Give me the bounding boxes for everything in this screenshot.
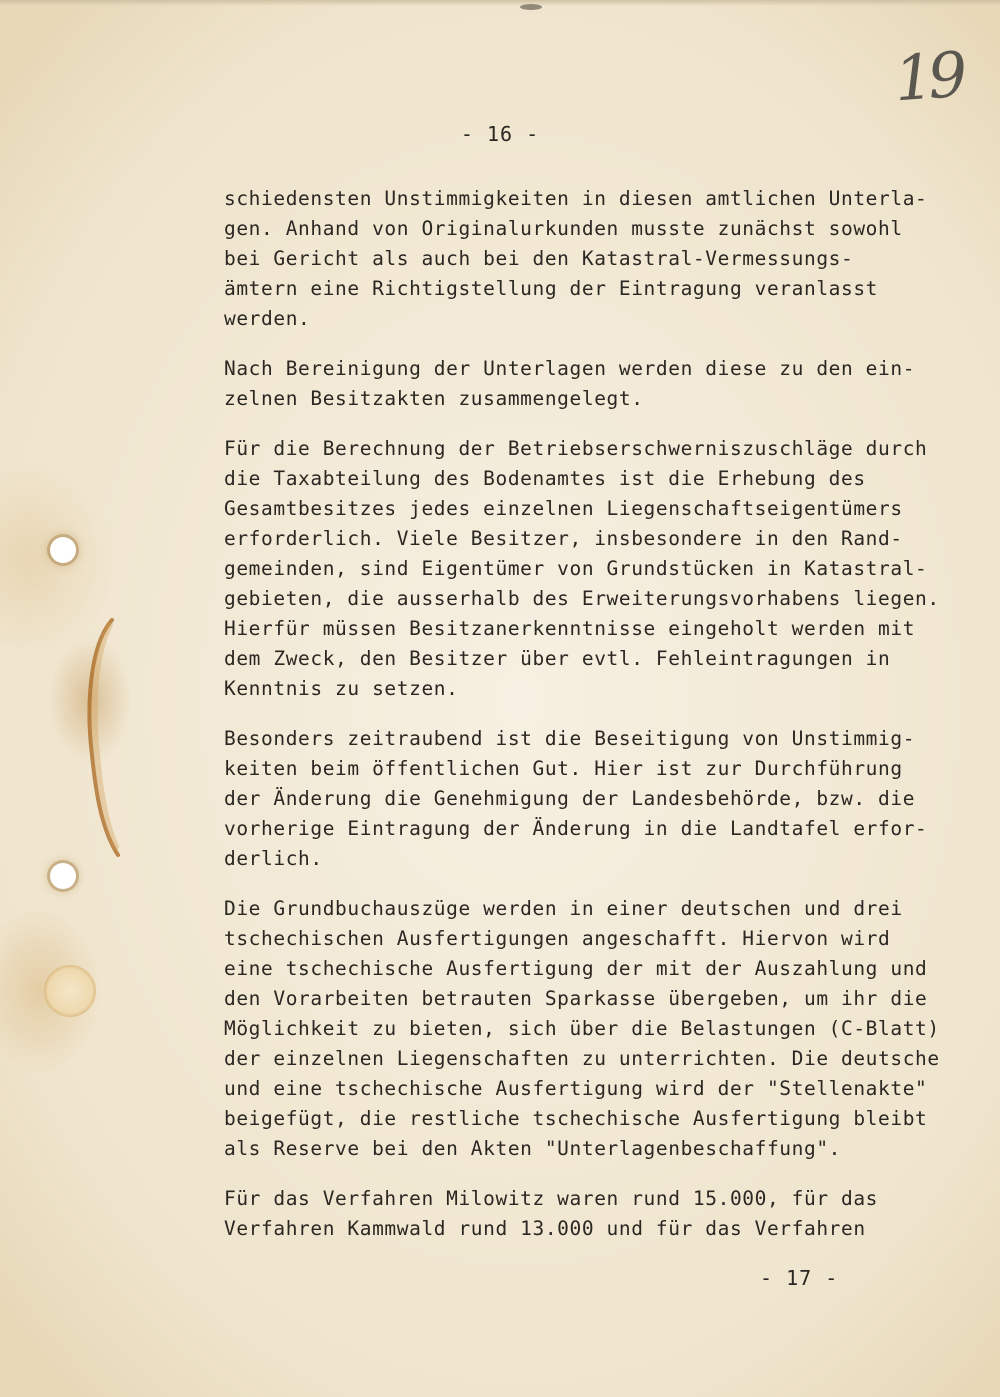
text-line: werden.: [224, 307, 311, 330]
paragraph: [224, 434, 954, 704]
punch-hole: [50, 863, 76, 889]
text-line: die Taxabteilung des Bodenamtes ist die Erhebung des: [224, 467, 866, 490]
text-line: Die Grundbuchauszüge werden in einer deutschen und drei: [224, 897, 903, 920]
text-line: erforderlich. Viele Besitzer, insbesondere in den Rand-: [224, 527, 903, 550]
text-line: gen. Anhand von Originalurkunden musste zunächst sowohl: [224, 217, 903, 240]
text-line: Gesamtbesitzes jedes einzelnen Liegenschaftseigentümers: [224, 497, 903, 520]
page-number: - 16 -: [460, 122, 540, 146]
text-line: ämtern eine Richtigstellung der Eintragung veranlasst: [224, 277, 879, 300]
text-line: keiten beim öffentlichen Gut. Hier ist zur Durchführung: [224, 757, 903, 780]
text-line: als Reserve bei den Akten "Unterlagenbeschaffung".: [224, 1137, 841, 1160]
text-line: Für die Berechnung der Betriebserschwerniszuschläge durch: [224, 437, 928, 460]
text-line: Kenntnis zu setzen.: [224, 677, 459, 700]
text-line: dem Zweck, den Besitzer über evtl. Fehleintragungen in: [224, 647, 891, 670]
text-line: eine tschechische Ausfertigung der mit der Auszahlung und: [224, 957, 928, 980]
text-line: Für das Verfahren Milowitz waren rund 15.000, für das: [224, 1187, 879, 1210]
punch-hole-stain: [44, 965, 96, 1017]
text-line: vorherige Eintragung der Änderung in die Landtafel erfor-: [224, 817, 928, 840]
paragraph: [224, 354, 954, 414]
paragraph: [224, 724, 954, 874]
paper-clip-mark: [520, 4, 542, 10]
text-line: den Vorarbeiten betrauten Sparkasse übergeben, um ihr die: [224, 987, 928, 1010]
text-line: Besonders zeitraubend ist die Beseitigung von Unstimmig-: [224, 727, 916, 750]
body-text: [224, 184, 954, 1264]
text-line: Verfahren Kammwald rund 13.000 und für das Verfahren: [224, 1217, 866, 1240]
continuation-marker: - 17 -: [760, 1266, 839, 1290]
text-line: bei Gericht als auch bei den Katastral-Vermessungs-: [224, 247, 854, 270]
handwritten-folio-number: 19: [891, 37, 964, 116]
text-line: tschechischen Ausfertigungen angeschafft. Hiervon wird: [224, 927, 891, 950]
text-line: beigefügt, die restliche tschechische Ausfertigung bleibt: [224, 1107, 928, 1130]
paper-top-edge: [0, 0, 1000, 6]
text-line: und eine tschechische Ausfertigung wird der "Stellenakte": [224, 1077, 928, 1100]
text-line: gemeinden, sind Eigentümer von Grundstücken in Katastral-: [224, 557, 928, 580]
text-line: schiedensten Unstimmigkeiten in diesen amtlichen Unterla-: [224, 187, 928, 210]
burn-stain: [82, 615, 122, 860]
paragraph: [224, 894, 954, 1164]
punch-hole: [50, 537, 76, 563]
text-line: Hierfür müssen Besitzanerkenntnisse eingeholt werden mit: [224, 617, 916, 640]
paragraph: [224, 184, 954, 334]
text-line: Möglichkeit zu bieten, sich über die Belastungen (C-Blatt): [224, 1017, 940, 1040]
paragraph: [224, 1184, 954, 1244]
text-line: der Änderung die Genehmigung der Landesbehörde, bzw. die: [224, 787, 916, 810]
text-line: zelnen Besitzakten zusammengelegt.: [224, 387, 644, 410]
text-line: Nach Bereinigung der Unterlagen werden diese zu den ein-: [224, 357, 916, 380]
text-line: der einzelnen Liegenschaften zu unterrichten. Die deutsche: [224, 1047, 940, 1070]
text-line: derlich.: [224, 847, 323, 870]
text-line: gebieten, die ausserhalb des Erweiterungsvorhabens liegen.: [224, 587, 940, 610]
